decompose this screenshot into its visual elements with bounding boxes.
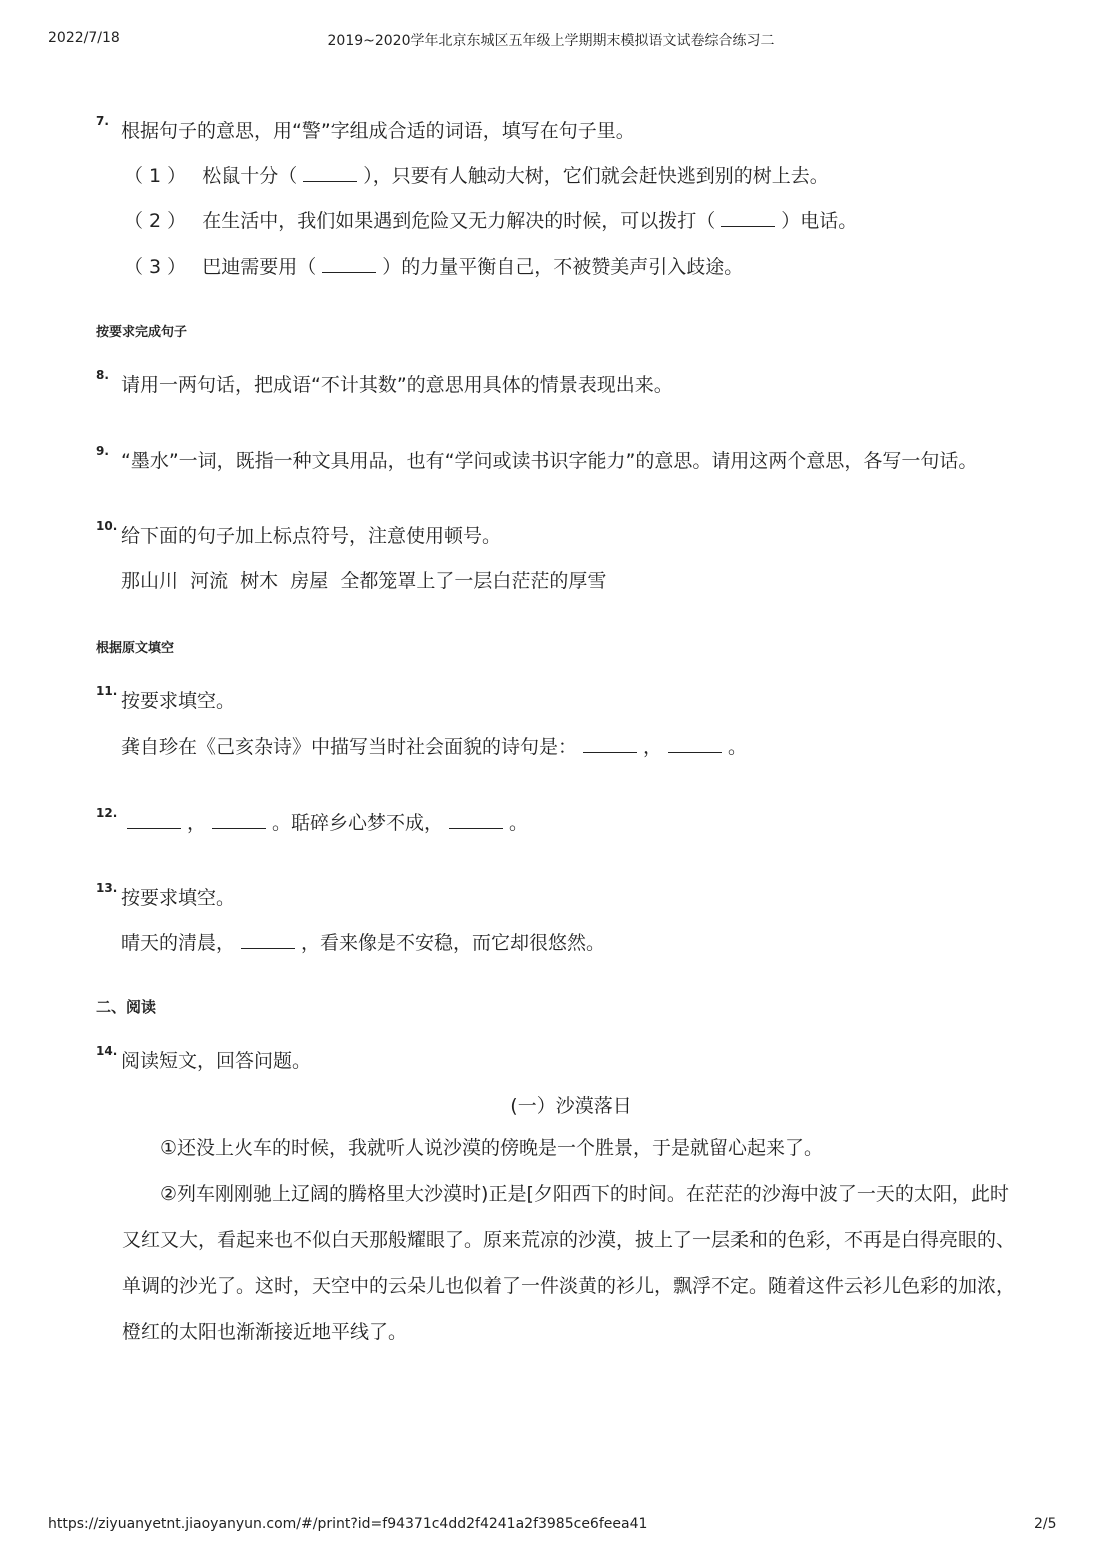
question-10-sentence: 那山川 河流 树木 房屋 全都笼罩上了一层白茫茫的厚雪 <box>121 570 607 592</box>
period: 。 <box>728 736 748 758</box>
passage-paragraph-1: ①还没上火车的时候，我就听人说沙漠的傍晚是一个胜景，于是就留心起来了。 <box>160 1137 824 1159</box>
answer-blank[interactable] <box>241 934 295 949</box>
item-label: （ 2 ） <box>124 210 187 232</box>
print-date: 2022/7/18 <box>48 30 120 46</box>
question-number: 7. <box>96 114 109 128</box>
question-10-prompt: 给下面的句子加上标点符号，注意使用顿号。 <box>121 525 502 547</box>
question-8-text: 请用一两句话，把成语“不计其数”的意思用具体的情景表现出来。 <box>121 374 673 396</box>
section-heading: 根据原文填空 <box>96 641 175 656</box>
document-title: 2019~2020学年北京东城区五年级上学期期末模拟语文试卷综合练习二 <box>327 33 775 49</box>
question-14-prompt: 阅读短文，回答问题。 <box>121 1050 312 1072</box>
period: 。 <box>509 812 529 834</box>
section-heading: 二、阅读 <box>96 998 157 1016</box>
answer-blank[interactable] <box>583 738 637 753</box>
item-text-after: ）的力量平衡自己，不被赞美声引入歧途。 <box>382 256 744 278</box>
comma: ， <box>643 736 663 758</box>
passage-paragraph-2: ②列车刚刚驰上辽阔的腾格里大沙漠时)正是[夕阳西下的时间。在茫茫的沙海中波了一天的太阳，此时又红又大，看起来也不似白天那般耀眼了。原来荒凉的沙漠，披上了一层柔和的色彩，不再是白得亮眼的、单调的沙光了。这时，天空中的云朵儿也似着了一件淡黄的衫儿，飘浮不定。随着这件云衫儿色彩的加浓，橙红的太阳也渐渐接近地平线了。 <box>122 1183 1016 1343</box>
item-text-after: ）电话。 <box>781 210 858 232</box>
question-number: 9. <box>96 444 109 458</box>
text-before: 龚自珍在《己亥杂诗》中描写当时社会面貌的诗句是： <box>121 736 578 758</box>
question-12-line <box>121 808 528 835</box>
section-heading: 按要求完成句子 <box>96 325 188 340</box>
answer-blank[interactable] <box>721 212 775 227</box>
question-13-prompt: 按要求填空。 <box>121 887 236 909</box>
answer-blank[interactable] <box>303 167 357 182</box>
item-text-before: 松鼠十分（ <box>202 165 298 187</box>
answer-blank[interactable] <box>212 814 266 829</box>
q7-item-1 <box>124 161 829 188</box>
item-label: （ 1 ） <box>124 165 187 187</box>
item-text-before: 在生活中，我们如果遇到危险又无力解决的时候，可以拨打（ <box>202 210 716 232</box>
question-7-prompt: 根据句子的意思，用“警”字组成合适的词语，填写在句子里。 <box>121 120 635 142</box>
page-url: https://ziyuanyetnt.jiaoyanyun.com/#/print?id=f94371c4dd2f4241a2f3985ce6feea41 <box>48 1516 648 1532</box>
question-11-line <box>121 732 747 759</box>
q7-item-3 <box>124 252 743 279</box>
item-text-after: ），只要有人触动大树，它们就会赶快逃到别的树上去。 <box>363 165 829 187</box>
question-13-line <box>121 928 605 955</box>
question-number: 14. <box>96 1044 118 1058</box>
question-11-prompt: 按要求填空。 <box>121 690 236 712</box>
answer-blank[interactable] <box>449 814 503 829</box>
passage-title: (一）沙漠落日 <box>510 1095 632 1117</box>
question-number: 10. <box>96 519 118 533</box>
text-before: 晴天的清晨， <box>121 932 236 954</box>
question-number: 12. <box>96 806 118 820</box>
answer-blank[interactable] <box>668 738 722 753</box>
answer-blank[interactable] <box>127 814 181 829</box>
question-9-text: “墨水”一词，既指一种文具用品，也有“学问或读书识字能力”的意思。请用这两个意思，各写一句话。 <box>121 450 978 472</box>
text-after: ，看来像是不安稳，而它却很悠然。 <box>301 932 606 954</box>
q7-item-2 <box>124 206 857 233</box>
comma: ， <box>187 812 207 834</box>
question-number: 8. <box>96 368 109 382</box>
item-text-before: 巴迪需要用（ <box>202 256 317 278</box>
page-number: 2/5 <box>1034 1516 1057 1532</box>
text-mid: 。聒碎乡心梦不成， <box>272 812 444 834</box>
item-label: （ 3 ） <box>124 256 187 278</box>
question-number: 13. <box>96 881 118 895</box>
question-number: 11. <box>96 684 118 698</box>
answer-blank[interactable] <box>322 258 376 273</box>
